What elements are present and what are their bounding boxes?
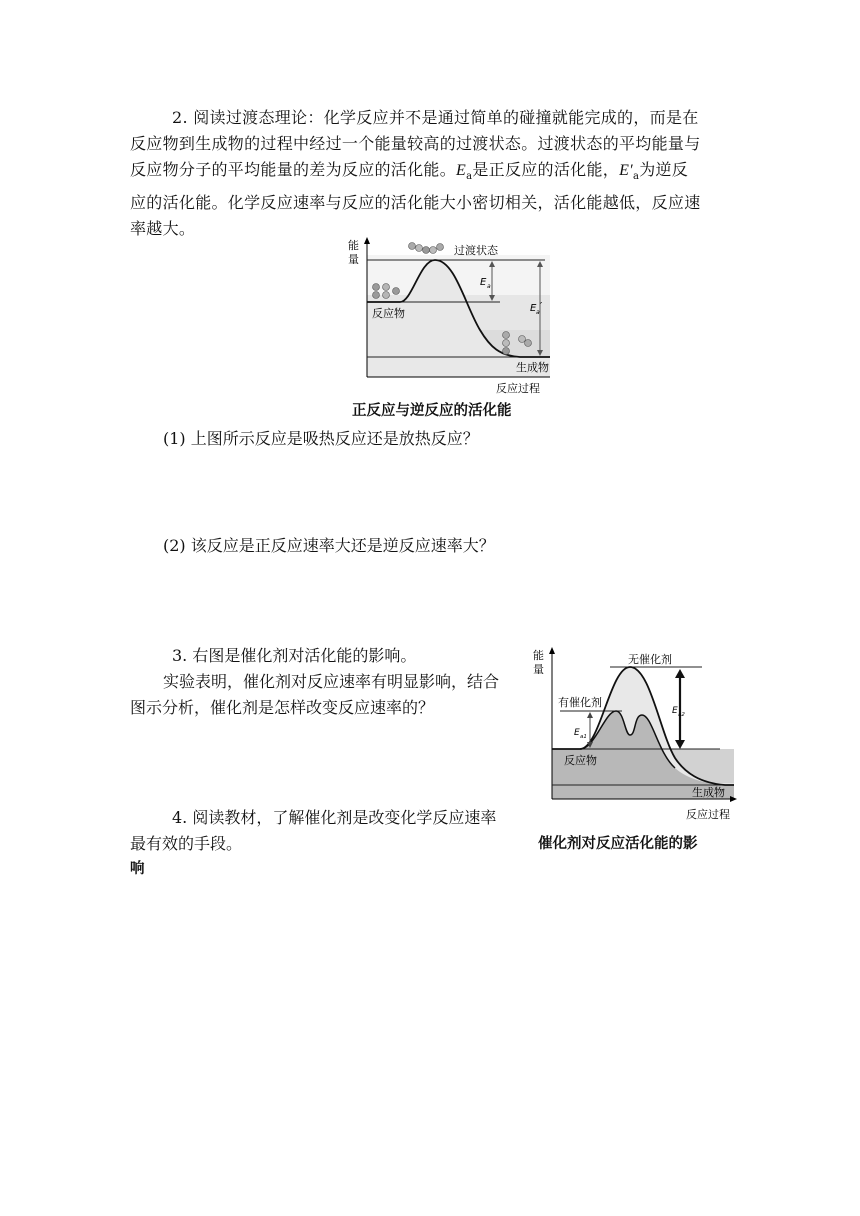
figure2-reactant-label: 反应物 bbox=[564, 754, 597, 767]
figure2-ea2-sub: a2 bbox=[678, 712, 685, 718]
figure1-svg bbox=[340, 235, 560, 400]
figure2-ea1-label: E bbox=[574, 728, 580, 738]
figure1-ea-label: E bbox=[480, 277, 487, 288]
figure1-y-label-2: 量 bbox=[348, 253, 359, 266]
section4-line-2: 最有效的手段。 bbox=[130, 834, 243, 853]
figure-catalyst-effect bbox=[530, 643, 740, 825]
section3-line-3: 图示分析，催化剂是怎样改变反应速率的？ bbox=[130, 698, 435, 717]
section3-line-1: 3. 右图是催化剂对活化能的影响。 bbox=[172, 646, 417, 665]
question-2: (2) 该反应是正反应速率大还是逆反应速率大？ bbox=[163, 536, 495, 555]
figure1-product-label: 生成物 bbox=[516, 361, 549, 374]
figure2-y-label-2: 量 bbox=[533, 663, 544, 676]
ea-prime-sub: a bbox=[632, 171, 640, 183]
para-line-3-text: 反应物分子的平均能量的差为反应的活化能。 bbox=[130, 160, 457, 179]
figure1-y-arrow bbox=[364, 237, 370, 244]
figure1-reactant-label: 反应物 bbox=[372, 307, 405, 320]
figure1-ea-sub: a bbox=[487, 283, 491, 290]
figure2-catalyst-label: 有催化剂 bbox=[558, 696, 602, 709]
figure2-product-label: 生成物 bbox=[692, 786, 725, 799]
ea-prime-symbol: E′ bbox=[619, 162, 633, 179]
figure2-svg bbox=[530, 643, 740, 825]
para-line-3-text-c: 为逆反 bbox=[639, 160, 689, 179]
figure2-ea2-arrow-down bbox=[675, 740, 685, 749]
figure2-no-catalyst-label: 无催化剂 bbox=[628, 653, 672, 666]
section2-paragraph bbox=[130, 105, 740, 242]
transition-molecules-icon bbox=[409, 243, 444, 254]
figure2-ea2-arrow-up bbox=[675, 669, 685, 678]
section4-line-1: 4. 阅读教材，了解催化剂是改变化学反应速率 bbox=[172, 808, 497, 827]
para-line-3-text-b: 是正反应的活化能， bbox=[472, 160, 620, 179]
figure2-ea1-arrow-up bbox=[587, 712, 593, 718]
para-line-1: 2. 阅读过渡态理论：化学反应并不是通过简单的碰撞就能完成的，而是在 bbox=[172, 108, 699, 127]
para-line-5: 率越大。 bbox=[130, 219, 196, 239]
figure2-y-arrow bbox=[549, 647, 555, 654]
question-1: (1) 上图所示反应是吸热反应还是放热反应？ bbox=[163, 429, 479, 448]
figure1-caption: 正反应与逆反应的活化能 bbox=[352, 403, 512, 419]
para-line-3 bbox=[130, 157, 740, 190]
figure1-ea-prime-label: E bbox=[530, 303, 537, 314]
figure1-ea-prime-mark: ′ bbox=[540, 301, 543, 312]
ea-sub: a bbox=[466, 171, 473, 183]
figure2-y-label-1: 能 bbox=[533, 649, 544, 662]
figure2-caption-line-1: 催化剂对反应活化能的影 bbox=[538, 836, 698, 852]
ea-symbol: E bbox=[456, 162, 467, 179]
para-line-4: 应的活化能。化学反应速率与反应的活化能大小密切相关，活化能越低，反应速 bbox=[130, 193, 701, 213]
figure-activation-energy bbox=[340, 235, 560, 400]
figure2-x-label: 反应过程 bbox=[686, 808, 730, 821]
figure1-y-label-1: 能 bbox=[348, 239, 359, 252]
figure1-x-label: 反应过程 bbox=[496, 382, 540, 395]
figure1-ea-prime-sub: a bbox=[536, 309, 540, 316]
figure2-ea1-sub: a1 bbox=[580, 734, 587, 740]
figure2-ea2-label: E bbox=[672, 706, 678, 716]
para-line-2: 反应物到生成物的过程中经过一个能量较高的过渡状态。过渡状态的平均能量与 bbox=[130, 134, 701, 153]
section3-line-2: 实验表明，催化剂对反应速率有明显影响，结合 bbox=[163, 672, 500, 691]
figure2-caption-line-2: 响 bbox=[130, 861, 145, 877]
figure1-transition-label: 过渡状态 bbox=[454, 244, 498, 257]
